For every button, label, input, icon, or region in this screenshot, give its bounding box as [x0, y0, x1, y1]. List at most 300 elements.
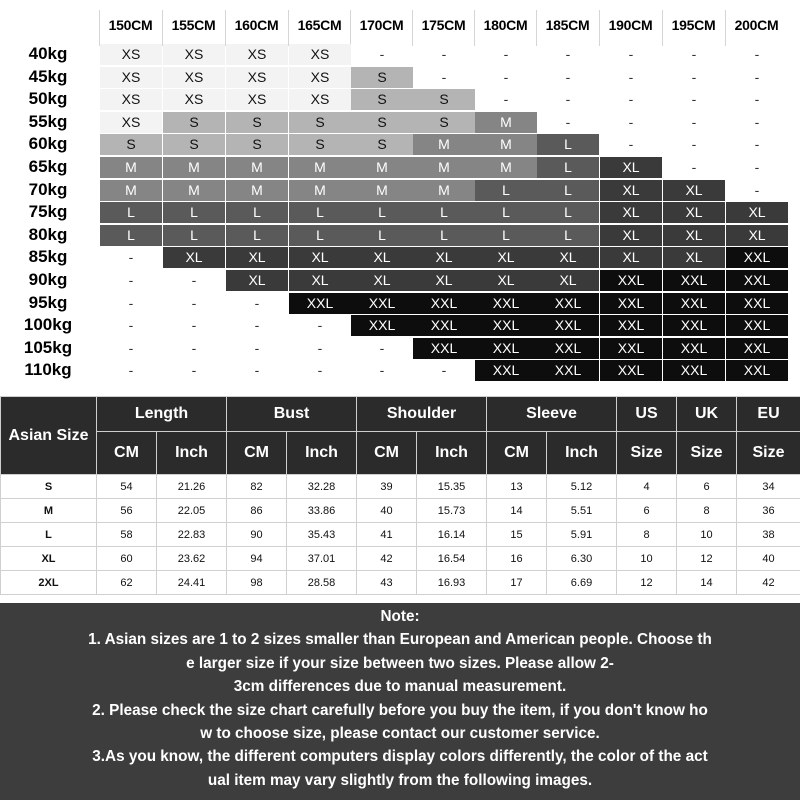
size-cell: - — [441, 46, 447, 62]
size-cell: XXL — [413, 315, 475, 336]
size-grid — [0, 0, 800, 395]
size-cell: M — [413, 180, 475, 201]
size-cell: XXL — [600, 293, 662, 314]
size-cell: L — [100, 225, 162, 246]
size-cell: - — [379, 339, 385, 356]
size-cell: L — [163, 225, 225, 246]
measurement-cell: 13 — [487, 475, 547, 499]
measurement-cell: 38 — [737, 523, 800, 547]
size-cell: S — [289, 112, 351, 133]
size-cell: S — [226, 134, 288, 155]
size-cell: XXL — [663, 338, 725, 359]
size-cell: - — [379, 362, 385, 379]
measurement-cell: 5.91 — [547, 523, 617, 547]
size-cell: - — [128, 294, 134, 311]
size-cell: M — [163, 180, 225, 201]
size-cell: - — [628, 136, 634, 153]
size-cell: S — [351, 89, 413, 110]
size-cell: - — [441, 362, 447, 379]
size-cell: - — [691, 113, 697, 130]
size-cell: XL — [537, 270, 599, 291]
size-cell: XS — [226, 44, 288, 65]
size-cell: XL — [600, 180, 662, 201]
size-cell: XL — [663, 180, 725, 201]
measurement-cell: 43 — [357, 571, 417, 595]
size-cell: - — [628, 113, 634, 130]
size-cell: - — [754, 136, 760, 153]
size-cell: M — [100, 180, 162, 201]
size-cell: XL — [726, 225, 788, 246]
size-cell: - — [379, 46, 385, 62]
measurement-cell: 10 — [617, 547, 677, 571]
measurement-cell: 32.28 — [287, 475, 357, 499]
size-cell: - — [191, 272, 197, 288]
weight-label: 65kg — [28, 157, 68, 176]
measurement-table — [0, 396, 800, 602]
size-cell: - — [565, 113, 571, 130]
sleeve-inch-header: Inch — [547, 432, 617, 475]
size-cell: S — [163, 134, 225, 155]
size-cell: XS — [226, 89, 288, 110]
eu-size-header: Size — [737, 432, 800, 475]
measurement-cell: 21.26 — [157, 475, 227, 499]
height-header: 170CM — [359, 17, 404, 33]
measurement-cell: 28.58 — [287, 571, 357, 595]
size-cell: XXL — [475, 360, 537, 381]
size-cell: XL — [726, 202, 788, 223]
size-cell: L — [351, 225, 413, 246]
size-cell: L — [475, 225, 537, 246]
size-cell: XXL — [475, 338, 537, 359]
measurement-cell: 40 — [737, 547, 800, 571]
size-cell: M — [475, 112, 537, 133]
measurement-cell: 16.14 — [417, 523, 487, 547]
measurement-cell: 12 — [677, 547, 737, 571]
measurement-cell: 15.35 — [417, 475, 487, 499]
size-cell: XS — [289, 44, 351, 65]
measurement-cell: 10 — [677, 523, 737, 547]
size-cell: XL — [537, 247, 599, 268]
size-cell: - — [754, 46, 760, 62]
measurement-cell: 5.12 — [547, 475, 617, 499]
shoulder-cm-header: CM — [357, 432, 417, 475]
size-cell: - — [628, 68, 634, 85]
height-header: 150CM — [108, 17, 153, 33]
size-cell: - — [754, 91, 760, 108]
size-cell: XXL — [726, 338, 788, 359]
size-label-cell: L — [1, 523, 97, 547]
note-line: ual item may vary slightly from the following images. — [207, 771, 593, 789]
size-cell: XL — [163, 247, 225, 268]
measurement-header-units — [1, 432, 800, 475]
size-cell: - — [441, 68, 447, 85]
size-label-cell: M — [1, 499, 97, 523]
size-cell: L — [475, 180, 537, 201]
sleeve-cm-header: CM — [487, 432, 547, 475]
size-cell: XXL — [351, 293, 413, 314]
measurement-cell: 41 — [357, 523, 417, 547]
size-cell: - — [754, 68, 760, 85]
height-header: 190CM — [608, 17, 653, 33]
weight-label: 50kg — [28, 89, 68, 109]
size-cell: - — [128, 317, 134, 334]
measurement-cell: 14 — [487, 499, 547, 523]
size-cell: M — [289, 180, 351, 201]
size-cell: - — [754, 181, 760, 198]
size-cell: S — [351, 134, 413, 155]
note-line: 2. Please check the size chart carefully before you buy the item, if you don't know ho — [92, 701, 708, 719]
size-cell: XXL — [663, 360, 725, 381]
column-divider — [412, 10, 413, 46]
size-cell: S — [351, 112, 413, 133]
size-cell: XL — [663, 202, 725, 223]
size-cell: XS — [100, 67, 162, 88]
measurement-cell: 5.51 — [547, 499, 617, 523]
size-cell: XXL — [351, 315, 413, 336]
size-cell: XL — [226, 247, 288, 268]
size-cell: L — [537, 157, 599, 178]
size-cell: XXL — [475, 315, 537, 336]
size-cell: XL — [351, 270, 413, 291]
size-cell: - — [754, 113, 760, 130]
size-cell: XL — [413, 270, 475, 291]
size-cell: S — [413, 112, 475, 133]
measurement-cell: 6.30 — [547, 547, 617, 571]
size-cell: - — [254, 339, 260, 356]
measurement-cell: 16.93 — [417, 571, 487, 595]
size-cell: - — [754, 159, 760, 175]
shoulder-header: Shoulder — [357, 397, 487, 432]
measurement-cell: 17 — [487, 571, 547, 595]
size-cell: S — [289, 134, 351, 155]
size-cell: M — [351, 180, 413, 201]
measurement-cell: 40 — [357, 499, 417, 523]
size-cell: L — [226, 202, 288, 223]
note-line: e larger size if your size between two sizes. Please allow 2- — [186, 654, 614, 672]
column-divider — [725, 10, 726, 46]
size-cell: L — [475, 202, 537, 223]
size-cell: L — [537, 202, 599, 223]
measurement-cell: 6 — [617, 499, 677, 523]
weight-label: 85kg — [28, 247, 68, 267]
size-cell: L — [413, 202, 475, 223]
measurement-cell: 33.86 — [287, 499, 357, 523]
measurement-cell: 62 — [97, 571, 157, 595]
height-header: 185CM — [545, 17, 590, 33]
size-cell: XL — [289, 247, 351, 268]
note-line: 3.As you know, the different computers display colors differently, the color of the act — [92, 748, 708, 766]
measurement-cell: 60 — [97, 547, 157, 571]
size-cell: XL — [663, 225, 725, 246]
measurement-cell: 34 — [737, 475, 800, 499]
measurement-header-groups — [1, 397, 800, 432]
size-cell: XXL — [600, 270, 662, 291]
measurement-cell: 98 — [227, 571, 287, 595]
size-cell: L — [351, 202, 413, 223]
column-divider — [99, 10, 100, 46]
weight-label: 100kg — [23, 315, 73, 335]
size-cell: XXL — [600, 338, 662, 359]
size-cell: - — [128, 272, 134, 288]
weight-label: 105kg — [23, 337, 73, 357]
size-cell: - — [565, 46, 571, 62]
size-cell: XXL — [537, 360, 599, 381]
size-cell: XS — [100, 44, 162, 65]
asian-size-header: Asian Size — [1, 397, 97, 475]
size-cell: L — [413, 225, 475, 246]
length-header: Length — [97, 397, 227, 432]
height-header: 195CM — [671, 17, 716, 33]
measurement-cell: 94 — [227, 547, 287, 571]
size-cell: M — [413, 157, 475, 178]
measurement-cell: 16.54 — [417, 547, 487, 571]
size-cell: XXL — [726, 315, 788, 336]
size-cell: XL — [351, 247, 413, 268]
size-cell: - — [691, 46, 697, 62]
size-cell: XXL — [413, 293, 475, 314]
height-header: 175CM — [421, 17, 466, 33]
size-cell: XL — [226, 270, 288, 291]
shoulder-inch-header: Inch — [417, 432, 487, 475]
size-cell: - — [128, 339, 134, 356]
uk-header: UK — [677, 397, 737, 432]
size-cell: M — [413, 134, 475, 155]
size-cell: - — [503, 46, 509, 62]
measurement-cell: 54 — [97, 475, 157, 499]
column-divider — [225, 10, 226, 46]
size-cell: XXL — [726, 293, 788, 314]
note-line: 1. Asian sizes are 1 to 2 sizes smaller than European and American people. Choose th — [88, 631, 712, 649]
measurement-cell: 56 — [97, 499, 157, 523]
size-cell: M — [100, 157, 162, 178]
size-cell: XXL — [663, 270, 725, 291]
size-cell: - — [628, 91, 634, 108]
size-cell: M — [163, 157, 225, 178]
size-cell: XL — [663, 247, 725, 268]
size-cell: XXL — [537, 315, 599, 336]
size-cell: M — [351, 157, 413, 178]
size-cell: L — [163, 202, 225, 223]
size-cell: XS — [289, 89, 351, 110]
size-cell: XXL — [600, 360, 662, 381]
weight-label: 70kg — [28, 179, 68, 199]
measurement-cell: 35.43 — [287, 523, 357, 547]
size-cell: XS — [163, 67, 225, 88]
measurement-cell: 23.62 — [157, 547, 227, 571]
size-cell: - — [128, 362, 134, 379]
size-cell: M — [475, 134, 537, 155]
measurement-cell: 86 — [227, 499, 287, 523]
size-cell: XXL — [726, 247, 788, 268]
size-cell: XXL — [289, 293, 351, 314]
measurement-cell: 4 — [617, 475, 677, 499]
measurement-cell: 36 — [737, 499, 800, 523]
size-cell: XL — [600, 225, 662, 246]
measurement-cell: 16 — [487, 547, 547, 571]
weight-label: 55kg — [28, 111, 68, 131]
size-cell: - — [254, 317, 260, 334]
size-cell: XS — [163, 44, 225, 65]
size-cell: XS — [100, 112, 162, 133]
size-cell: XXL — [663, 293, 725, 314]
measurement-cell: 14 — [677, 571, 737, 595]
size-cell: - — [254, 294, 260, 311]
size-cell: - — [565, 91, 571, 108]
size-cell: XL — [413, 247, 475, 268]
size-cell: - — [503, 91, 509, 108]
size-cell: - — [191, 294, 197, 311]
column-divider — [599, 10, 600, 46]
size-cell: L — [100, 202, 162, 223]
column-divider — [288, 10, 289, 46]
size-label-cell: S — [1, 475, 97, 499]
weight-label: 90kg — [28, 270, 68, 289]
measurement-cell: 8 — [617, 523, 677, 547]
weight-label: 75kg — [28, 202, 68, 222]
weight-label: 45kg — [28, 66, 68, 86]
measurement-cell: 15.73 — [417, 499, 487, 523]
size-cell: L — [537, 134, 599, 155]
measurement-row — [1, 523, 800, 547]
size-cell: - — [628, 46, 634, 62]
size-cell: XL — [600, 157, 662, 178]
size-cell: XS — [289, 67, 351, 88]
size-cell: - — [317, 339, 323, 356]
size-cell: - — [254, 362, 260, 379]
weight-label: 110kg — [24, 360, 72, 380]
height-header: 165CM — [297, 17, 342, 33]
column-divider — [662, 10, 663, 46]
size-cell: - — [191, 339, 197, 356]
size-cell: L — [289, 225, 351, 246]
bust-inch-header: Inch — [287, 432, 357, 475]
size-cell: S — [226, 112, 288, 133]
bust-cm-header: CM — [227, 432, 287, 475]
column-divider — [162, 10, 163, 46]
size-cell: XL — [475, 270, 537, 291]
height-header: 200CM — [734, 17, 779, 33]
measurement-cell: 6 — [677, 475, 737, 499]
measurement-cell: 6.69 — [547, 571, 617, 595]
note-panel — [0, 603, 800, 800]
size-label-cell: 2XL — [1, 571, 97, 595]
size-cell: XL — [289, 270, 351, 291]
us-header: US — [617, 397, 677, 432]
weight-label: 80kg — [28, 224, 68, 244]
length-inch-header: Inch — [157, 432, 227, 475]
measurement-cell: 12 — [617, 571, 677, 595]
measurement-row — [1, 571, 800, 595]
measurement-cell: 15 — [487, 523, 547, 547]
measurement-cell: 37.01 — [287, 547, 357, 571]
size-cell: - — [128, 249, 134, 266]
size-cell: - — [191, 362, 197, 379]
us-size-header: Size — [617, 432, 677, 475]
size-cell: M — [226, 180, 288, 201]
size-cell: - — [317, 317, 323, 334]
size-cell: XS — [100, 89, 162, 110]
size-cell: XL — [475, 247, 537, 268]
size-cell: - — [691, 91, 697, 108]
size-cell: XL — [600, 247, 662, 268]
measurement-rows — [1, 475, 800, 595]
size-cell: XXL — [726, 270, 788, 291]
size-cell: - — [317, 362, 323, 379]
size-cell: S — [163, 112, 225, 133]
size-cell: XXL — [600, 315, 662, 336]
size-cell: - — [503, 68, 509, 85]
note-title: Note: — [380, 608, 420, 625]
weight-label: 40kg — [28, 44, 68, 63]
measurement-cell: 58 — [97, 523, 157, 547]
measurement-cell: 39 — [357, 475, 417, 499]
bust-header: Bust — [227, 397, 357, 432]
size-cell: XXL — [537, 338, 599, 359]
weight-label: 95kg — [28, 292, 68, 312]
size-cell: - — [691, 136, 697, 153]
size-cell: L — [537, 180, 599, 201]
uk-size-header: Size — [677, 432, 737, 475]
measurement-cell: 42 — [357, 547, 417, 571]
height-header: 155CM — [171, 17, 216, 33]
measurement-cell: 8 — [677, 499, 737, 523]
size-cell: XS — [226, 67, 288, 88]
measurement-cell: 90 — [227, 523, 287, 547]
size-cell: L — [289, 202, 351, 223]
measurement-row — [1, 499, 800, 523]
size-cell: XS — [163, 89, 225, 110]
size-cell: - — [691, 159, 697, 175]
note-line: 3cm differences due to manual measurement. — [233, 678, 567, 696]
measurement-cell: 22.83 — [157, 523, 227, 547]
size-cell: XL — [600, 202, 662, 223]
weight-label: 60kg — [28, 134, 68, 154]
size-cell: M — [289, 157, 351, 178]
measurement-cell: 82 — [227, 475, 287, 499]
size-cell: - — [565, 68, 571, 85]
column-divider — [350, 10, 351, 46]
measurement-cell: 22.05 — [157, 499, 227, 523]
size-cell: L — [537, 225, 599, 246]
column-divider — [474, 10, 475, 46]
size-label-cell: XL — [1, 547, 97, 571]
sleeve-header: Sleeve — [487, 397, 617, 432]
column-divider — [536, 10, 537, 46]
size-cell: XXL — [413, 338, 475, 359]
eu-header: EU — [737, 397, 800, 432]
size-cell: S — [100, 134, 162, 155]
size-cell: XXL — [663, 315, 725, 336]
size-cell: - — [191, 317, 197, 334]
measurement-row — [1, 475, 800, 499]
height-header: 160CM — [234, 17, 279, 33]
size-cell: XXL — [726, 360, 788, 381]
length-cm-header: CM — [97, 432, 157, 475]
measurement-cell: 24.41 — [157, 571, 227, 595]
measurement-cell: 42 — [737, 571, 800, 595]
size-cell: XXL — [475, 293, 537, 314]
size-cell: S — [413, 89, 475, 110]
size-cell: - — [691, 68, 697, 85]
height-header: 180CM — [483, 17, 528, 33]
measurement-row — [1, 547, 800, 571]
size-cell: M — [226, 157, 288, 178]
size-cell: S — [351, 67, 413, 88]
size-cell: L — [226, 225, 288, 246]
note-line: w to choose size, please contact our customer service. — [200, 725, 600, 743]
size-cell: XXL — [537, 293, 599, 314]
size-cell: M — [475, 157, 537, 178]
